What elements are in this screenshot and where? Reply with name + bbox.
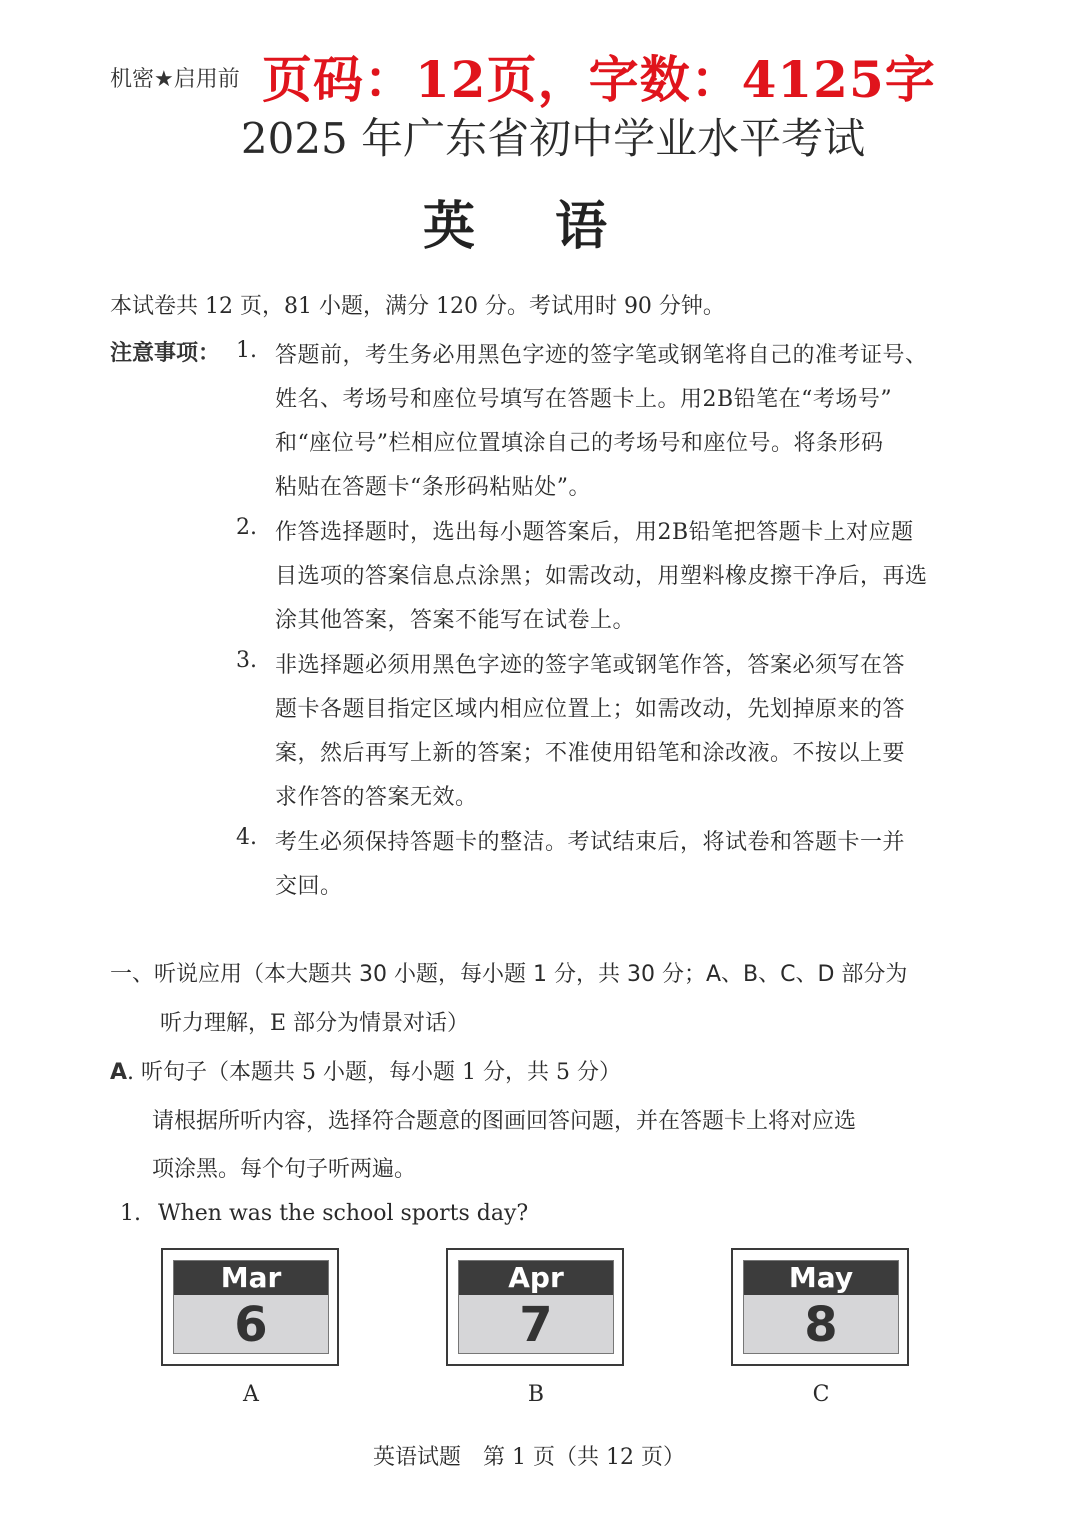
option-a-calendar[interactable] [161, 1248, 339, 1366]
note-line: 和“座位号”栏相应位置填涂自己的考场号和座位号。将条形码 [275, 431, 884, 456]
calendar-icon [173, 1260, 329, 1354]
option-b-label: B [527, 1382, 545, 1407]
note-number: 3. [236, 648, 257, 673]
option-a-label: A [243, 1382, 259, 1407]
calendar-month: Apr [459, 1261, 613, 1295]
note-line: 涂其他答案，答案不能写在试卷上。 [275, 608, 636, 633]
calendar-icon [458, 1260, 614, 1354]
note-line: 交回。 [275, 874, 343, 899]
note-line: 目选项的答案信息点涂黑；如需改动，用塑料橡皮擦干净后，再选 [275, 564, 928, 589]
notes-label: 注意事项： [110, 341, 221, 366]
part-a-instruction-cont: 项涂黑。每个句子听两遍。 [152, 1157, 417, 1182]
note-line: 粘贴在答题卡“条形码粘贴处”。 [275, 475, 591, 500]
exam-title: 2025 年广东省初中学业水平考试 [240, 114, 866, 163]
option-c-label: C [812, 1382, 830, 1407]
calendar-day: 6 [234, 1297, 268, 1353]
part-a-title: . 听句子（本题共 5 小题，每小题 1 分，共 5 分） [127, 1060, 621, 1085]
note-line: 考生必须保持答题卡的整洁。考试结束后，将试卷和答题卡一并 [275, 830, 906, 855]
question-number: 1. [120, 1201, 141, 1226]
section-title: 一、听说应用（本大题共 30 小题，每小题 1 分，共 30 分；A、B、C、D 部分为 [110, 962, 908, 987]
question-text: When was the school sports day? [158, 1201, 529, 1226]
part-a-heading [110, 1055, 621, 1086]
calendar-month: Mar [174, 1261, 328, 1295]
calendar-icon [743, 1260, 899, 1354]
calendar-day: 7 [519, 1297, 553, 1353]
part-a-instruction: 请根据所听内容，选择符合题意的图画回答问题，并在答题卡上将对应选 [152, 1109, 857, 1134]
note-line: 作答选择题时，选出每小题答案后，用2B铅笔把答题卡上对应题 [275, 520, 914, 545]
note-line: 求作答的答案无效。 [275, 785, 478, 810]
note-line: 姓名、考场号和座位号填写在答题卡上。用2B铅笔在“考场号” [275, 387, 893, 412]
confidential-mark: 机密★启用前 [110, 67, 240, 92]
note-number: 2. [236, 515, 257, 540]
exam-intro: 本试卷共 12 页，81 小题，满分 120 分。考试用时 90 分钟。 [110, 294, 725, 319]
subject-title: 英语 [422, 196, 687, 257]
calendar-day: 8 [804, 1297, 838, 1353]
note-line: 题卡各题目指定区域内相应位置上；如需改动，先划掉原来的答 [275, 697, 906, 722]
note-line: 案，然后再写上新的答案；不准使用铅笔和涂改液。不按以上要 [275, 741, 906, 766]
page-count-watermark: 页码：12页，字数：4125字 [262, 50, 936, 109]
note-line: 答题前，考生务必用黑色字迹的签字笔或钢笔将自己的准考证号、 [275, 343, 928, 368]
note-number: 1. [236, 338, 257, 363]
calendar-month: May [744, 1261, 898, 1295]
note-line: 非选择题必须用黑色字迹的签字笔或钢笔作答，答案必须写在答 [275, 653, 906, 678]
page-footer: 英语试题 第 1 页（共 12 页） [373, 1445, 685, 1470]
option-c-calendar[interactable] [731, 1248, 909, 1366]
part-a-label: A [110, 1060, 128, 1085]
note-number: 4. [236, 825, 257, 850]
option-b-calendar[interactable] [446, 1248, 624, 1366]
section-title-cont: 听力理解，E 部分为情景对话） [160, 1011, 470, 1036]
